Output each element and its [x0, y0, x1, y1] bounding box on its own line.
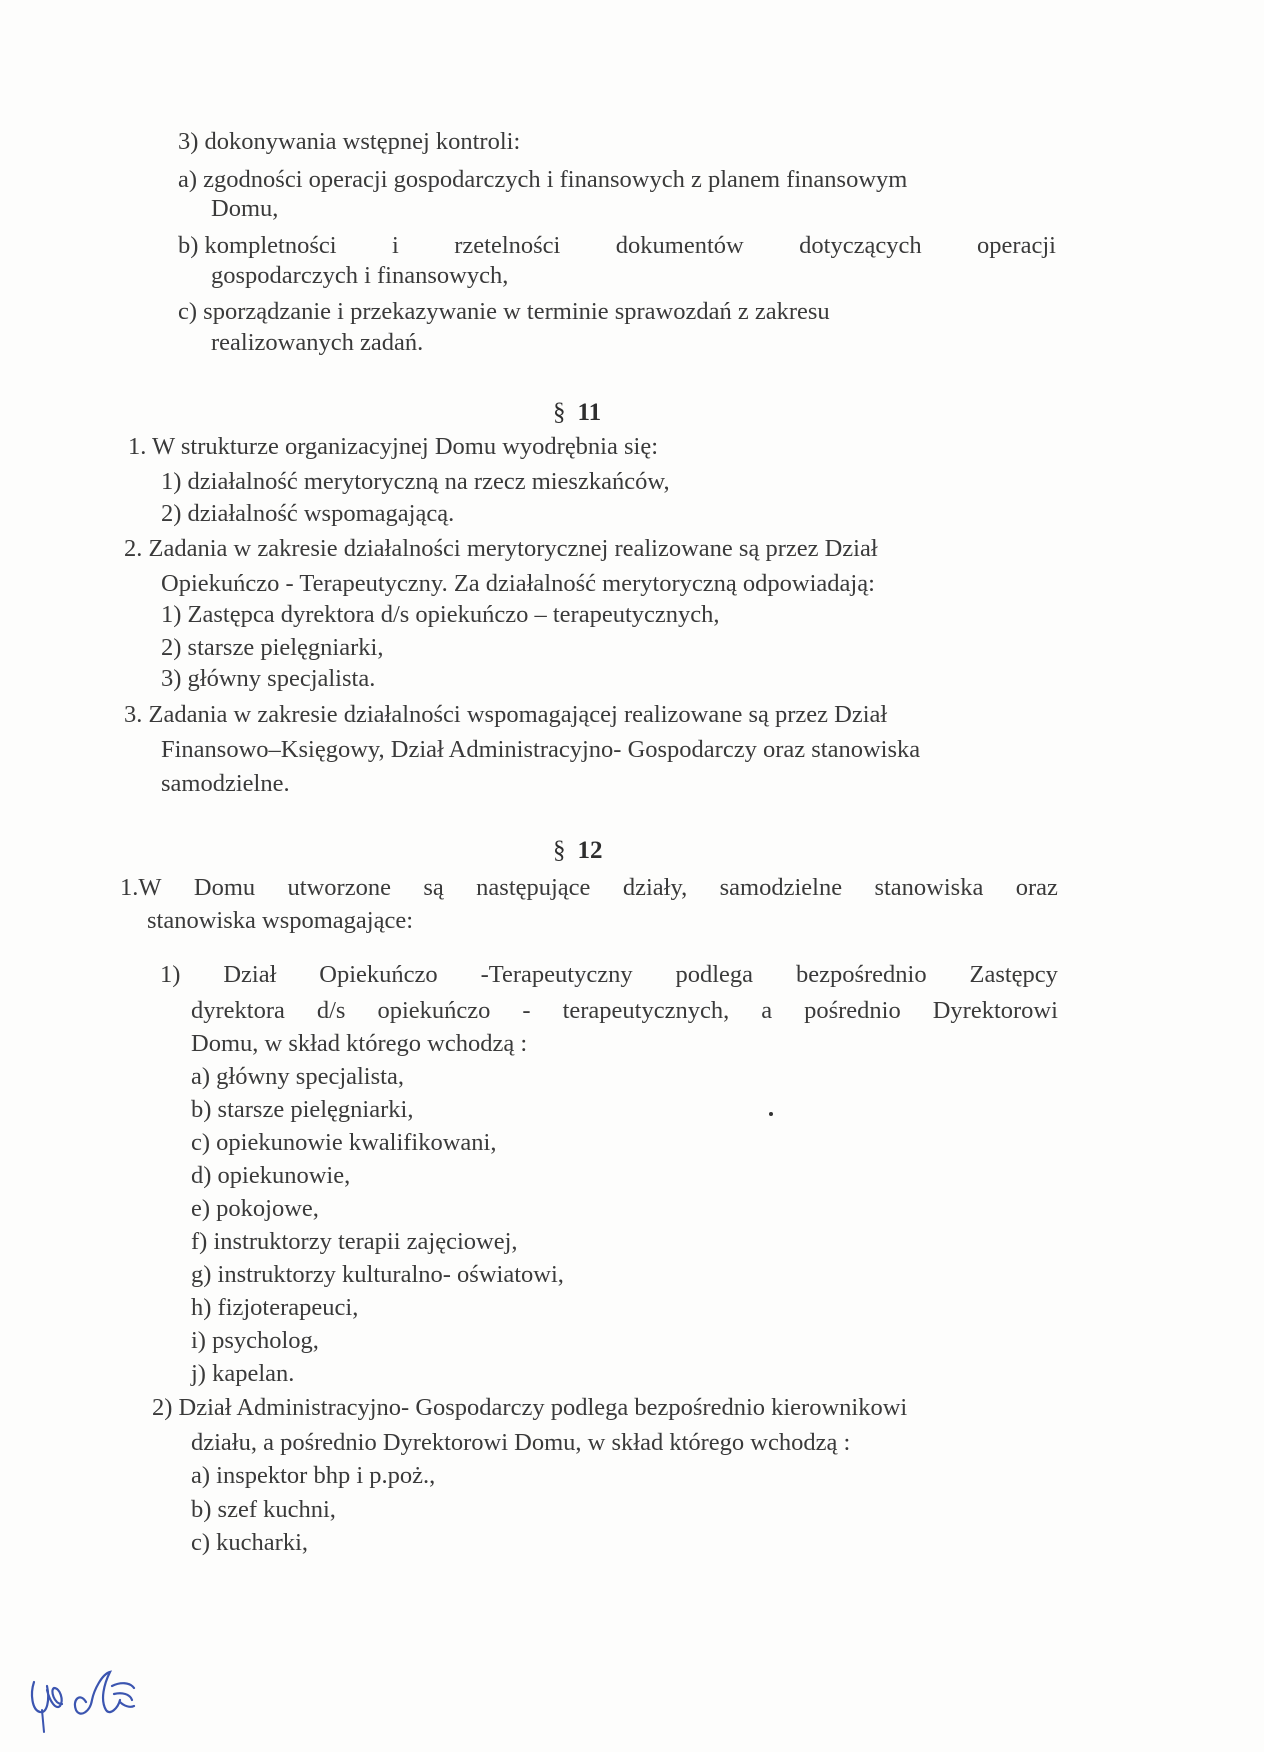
- section-sign: §: [553, 399, 566, 426]
- word: operacji: [977, 232, 1056, 259]
- word: samodzielne: [719, 874, 843, 901]
- list-item: a) inspektor bhp i p.poż.,: [191, 1462, 436, 1489]
- s11-point1: 1. W strukturze organizacyjnej Domu wyodrębnia się:: [128, 433, 659, 460]
- s11-point2-item2: 2) starsze pielęgniarki,: [161, 634, 384, 661]
- word: -Terapeutyczny: [480, 961, 633, 988]
- word: opiekuńczo: [377, 997, 491, 1024]
- list-item: i) psycholog,: [191, 1327, 319, 1354]
- item-3c-line1: c) sporządzanie i przekazywanie w terminie sprawozdań z zakresu: [178, 298, 830, 325]
- list-item: f) instruktorzy terapii zajęciowej,: [191, 1228, 518, 1255]
- word: pośrednio: [804, 997, 901, 1024]
- s11-point3-line3: samodzielne.: [161, 770, 290, 797]
- word: podlega: [675, 961, 754, 988]
- item-3a-line1: a) zgodności operacji gospodarczych i finansowych z planem finansowym: [178, 166, 908, 193]
- s12-dept1-line2: [191, 999, 1058, 1024]
- s11-point2-item3: 3) główny specjalista.: [161, 665, 376, 692]
- s12-point1-line2: stanowiska wspomagające:: [147, 907, 414, 934]
- word: Dyrektorowi: [932, 997, 1058, 1024]
- section-sign: §: [553, 837, 566, 864]
- word: Zastępcy: [969, 961, 1058, 988]
- list-item: e) pokojowe,: [191, 1195, 319, 1222]
- word: Opiekuńczo: [319, 961, 438, 988]
- stray-dot: [769, 1112, 773, 1116]
- s12-point1-line1: [120, 876, 1058, 901]
- list-item: c) kucharki,: [191, 1529, 308, 1556]
- item-3a-line2: Domu,: [211, 195, 279, 222]
- word: bezpośrednio: [795, 961, 927, 988]
- item-3b-line1: [178, 234, 1056, 259]
- word: Domu: [193, 874, 256, 901]
- word: Dział: [223, 961, 277, 988]
- section-number: 12: [577, 837, 603, 864]
- s12-dept1-line1: [160, 963, 1058, 988]
- s11-point2-line2: Opiekuńczo - Terapeutyczny. Za działalność merytoryczną odpowiadają:: [161, 570, 875, 597]
- s11-point2-item1: 1) Zastępca dyrektora d/s opiekuńczo – terapeutycznych,: [161, 601, 720, 628]
- list-item: b) szef kuchni,: [191, 1496, 336, 1523]
- s11-point3-line2: Finansowo–Księgowy, Dział Administracyjno- Gospodarczy oraz stanowiska: [161, 736, 921, 763]
- section-12-heading: [553, 838, 603, 863]
- word: dyrektora: [191, 997, 285, 1024]
- word: oraz: [1015, 874, 1058, 901]
- item-3c-line2: realizowanych zadań.: [211, 329, 424, 356]
- word: rzetelności: [454, 232, 561, 259]
- list-item: a) główny specjalista,: [191, 1063, 404, 1090]
- s11-point1-item1: 1) działalność merytoryczną na rzecz mieszkańców,: [161, 468, 670, 495]
- word: 1): [160, 961, 181, 988]
- word: są: [423, 874, 444, 901]
- word: i: [391, 232, 399, 259]
- list-item: b) starsze pielęgniarki,: [191, 1096, 414, 1123]
- item-3-title: 3) dokonywania wstępnej kontroli:: [178, 128, 521, 155]
- word: -: [522, 997, 531, 1024]
- word: 1.W: [120, 874, 162, 901]
- word: terapeutycznych,: [562, 997, 730, 1024]
- s12-dept1-line3: Domu, w skład którego wchodzą :: [191, 1030, 528, 1057]
- word: dotyczących: [799, 232, 922, 259]
- s12-dept2-line2: działu, a pośrednio Dyrektorowi Domu, w skład którego wchodzą :: [191, 1429, 851, 1456]
- list-item: g) instruktorzy kulturalno- oświatowi,: [191, 1261, 564, 1288]
- s11-point3-line1: 3. Zadania w zakresie działalności wspomagającej realizowane są przez Dział: [124, 701, 888, 728]
- word: a: [761, 997, 773, 1024]
- list-item: j) kapelan.: [191, 1360, 295, 1387]
- word: stanowiska: [874, 874, 984, 901]
- word: utworzone: [287, 874, 391, 901]
- word: następujące: [476, 874, 591, 901]
- list-item: d) opiekunowie,: [191, 1162, 351, 1189]
- s11-point2-line1: 2. Zadania w zakresie działalności merytorycznej realizowane są przez Dział: [124, 535, 878, 562]
- word: dokumentów: [615, 232, 744, 259]
- section-number: 11: [577, 399, 602, 426]
- section-11-heading: [553, 400, 601, 425]
- handwritten-signature: [20, 1660, 160, 1740]
- word: działy,: [622, 874, 688, 901]
- s12-dept2-line1: 2) Dział Administracyjno- Gospodarczy podlega bezpośrednio kierownikowi: [152, 1394, 908, 1421]
- word: b) kompletności: [178, 232, 337, 259]
- list-item: h) fizjoterapeuci,: [191, 1294, 359, 1321]
- item-3b-line2: gospodarczych i finansowych,: [211, 262, 509, 289]
- list-item: c) opiekunowie kwalifikowani,: [191, 1129, 497, 1156]
- s11-point1-item2: 2) działalność wspomagającą.: [161, 500, 455, 527]
- word: d/s: [316, 997, 346, 1024]
